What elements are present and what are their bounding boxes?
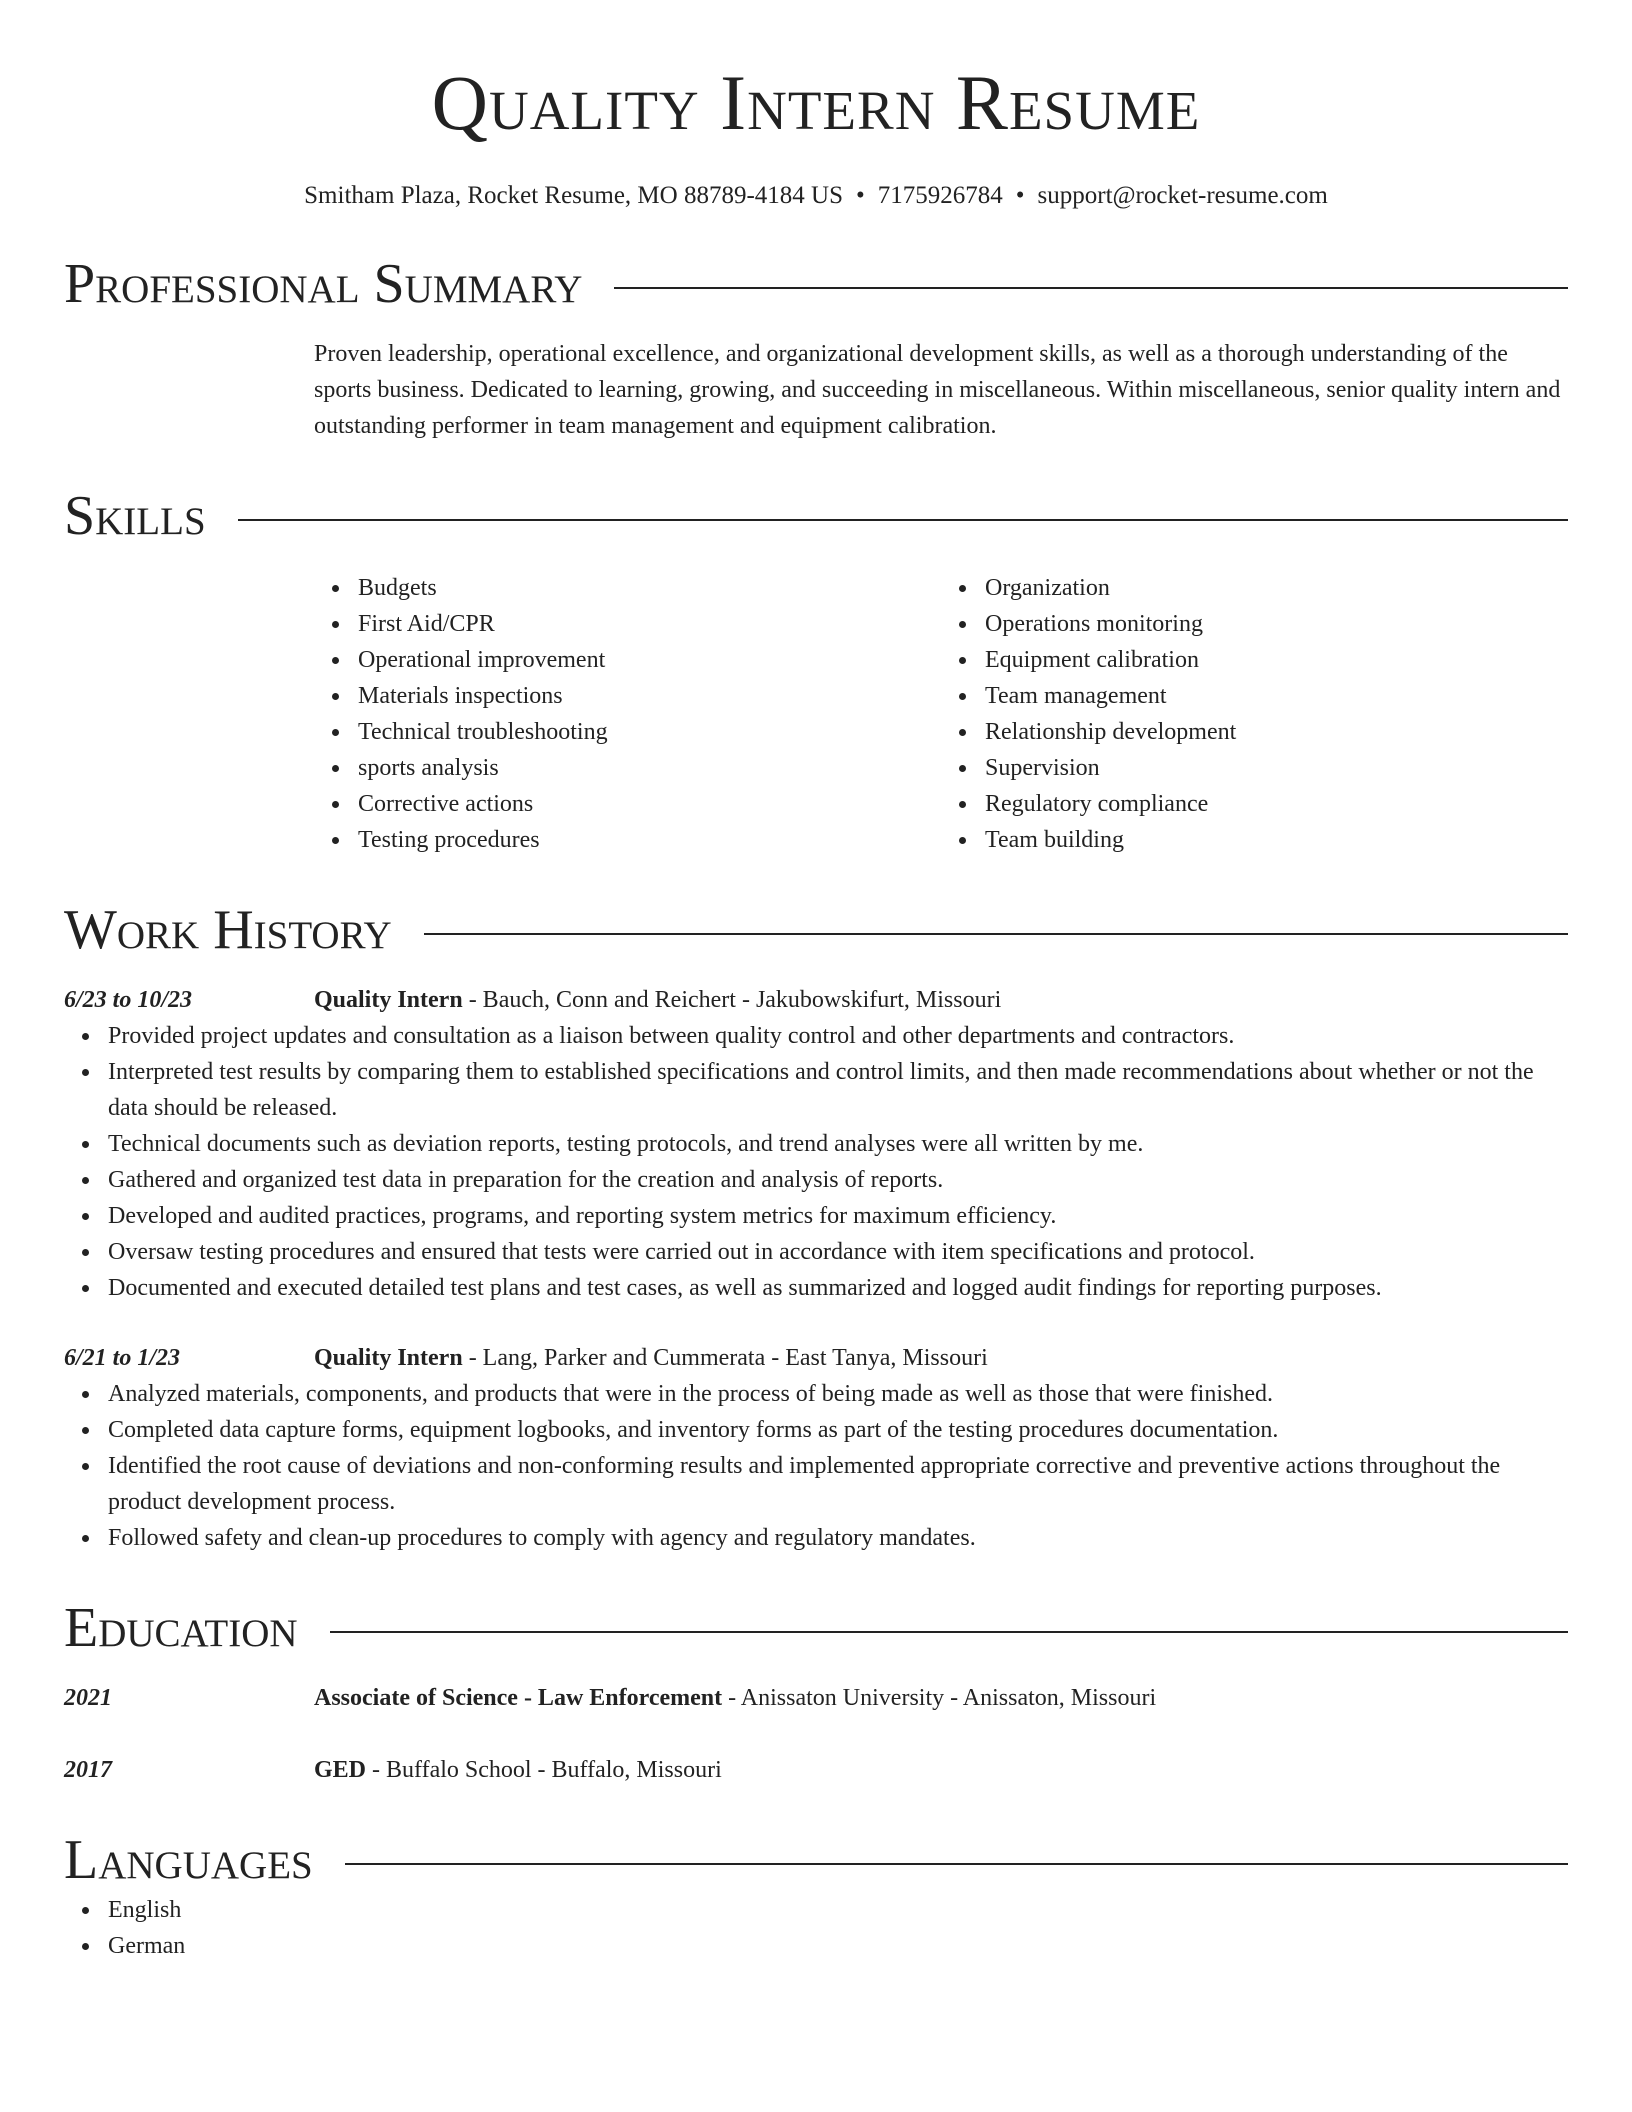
job-duty: Identified the root cause of deviations and non-conforming results and implemented appropriate corrective and preventive actions throughout the product development process. <box>108 1448 1568 1520</box>
job-duty: Technical documents such as deviation reports, testing protocols, and trend analyses were all written by me. <box>108 1126 1568 1162</box>
education-school: - Anissaton University - Anissaton, Missouri <box>722 1685 1157 1711</box>
job-duty: Analyzed materials, components, and products that were in the process of being made as well as those that were finished. <box>108 1376 1568 1412</box>
job-date: 6/23 to 10/23 <box>64 987 193 1013</box>
skill-item: Technical troubleshooting <box>358 714 941 750</box>
job-duties-list <box>64 1376 1568 1556</box>
job-duty: Followed safety and clean-up procedures to comply with agency and regulatory mandates. <box>108 1520 1568 1556</box>
languages-section-header <box>64 1828 1568 1892</box>
skill-item: Operational improvement <box>358 642 941 678</box>
education-entry <box>64 1680 1568 1716</box>
education-heading: Education <box>64 1597 298 1659</box>
skills-list-left <box>314 570 941 858</box>
skill-item: Equipment calibration <box>985 642 1568 678</box>
education-year: 2017 <box>64 1757 112 1783</box>
job-duty: Interpreted test results by comparing them to established specifications and control limits, and then made recommendations about whether or not the data should be released. <box>108 1054 1568 1126</box>
section-divider <box>424 933 1568 935</box>
skill-item: Materials inspections <box>358 678 941 714</box>
job-duties-list <box>64 1018 1568 1306</box>
languages-heading: Languages <box>64 1829 313 1891</box>
skills-grid <box>314 570 1568 858</box>
section-divider <box>238 519 1568 521</box>
skill-item: sports analysis <box>358 750 941 786</box>
contact-line <box>64 180 1568 212</box>
job-employer: - Bauch, Conn and Reichert - Jakubowskifurt, Missouri <box>462 987 1002 1013</box>
job-title: Quality Intern <box>314 987 463 1013</box>
education-degree: Associate of Science - Law Enforcement <box>314 1685 723 1711</box>
education-section-header <box>64 1596 1568 1660</box>
contact-separator: • <box>1015 182 1025 209</box>
skill-item: Operations monitoring <box>985 606 1568 642</box>
job-duty: Documented and executed detailed test plans and test cases, as well as summarized and logged audit findings for reporting purposes. <box>108 1270 1568 1306</box>
language-item: English <box>108 1892 1568 1928</box>
section-divider <box>614 287 1568 289</box>
skill-item: Regulatory compliance <box>985 786 1568 822</box>
education-degree: GED <box>314 1757 367 1783</box>
skill-item: Budgets <box>358 570 941 606</box>
job-duty: Gathered and organized test data in preparation for the creation and analysis of reports. <box>108 1162 1568 1198</box>
section-divider <box>330 1631 1568 1633</box>
skill-item: Relationship development <box>985 714 1568 750</box>
contact-phone: 7175926784 <box>877 182 1003 209</box>
job-date: 6/21 to 1/23 <box>64 1345 181 1371</box>
job-duty: Oversaw testing procedures and ensured that tests were carried out in accordance with item specifications and protocol. <box>108 1234 1568 1270</box>
languages-list <box>64 1892 1568 1964</box>
skill-item: Corrective actions <box>358 786 941 822</box>
job-duty: Completed data capture forms, equipment logbooks, and inventory forms as part of the testing procedures documentation. <box>108 1412 1568 1448</box>
job-duty: Developed and audited practices, programs, and reporting system metrics for maximum efficiency. <box>108 1198 1568 1234</box>
summary-text: Proven leadership, operational excellence, and organizational development skills, as well as a thorough understanding of the sports business. Dedicated to learning, growing, and succeeding in miscellaneous. Within miscellaneous, senior quality intern and outstanding performer in team management and equipment calibration. <box>314 341 1561 439</box>
contact-email[interactable]: support@rocket-resume.com <box>1037 182 1328 209</box>
skills-section-header <box>64 484 1568 548</box>
skills-list-right <box>941 570 1568 858</box>
job-title: Quality Intern <box>314 1345 463 1371</box>
skill-item: Supervision <box>985 750 1568 786</box>
job-entry <box>64 982 1568 1018</box>
summary-section-header <box>64 252 1568 316</box>
section-divider <box>345 1863 1568 1865</box>
contact-separator: • <box>856 182 865 209</box>
summary-heading: Professional Summary <box>64 253 583 315</box>
language-item: German <box>108 1928 1568 1964</box>
contact-address: Smitham Plaza, Rocket Resume, MO 88789-4184 US <box>304 182 843 209</box>
work-section-header <box>64 898 1568 962</box>
job-role <box>314 1340 988 1376</box>
skills-heading: Skills <box>64 485 206 547</box>
job-role <box>314 982 1001 1018</box>
skill-item: Team building <box>985 822 1568 858</box>
skill-item: Team management <box>985 678 1568 714</box>
education-year: 2021 <box>64 1685 112 1711</box>
skill-item: Organization <box>985 570 1568 606</box>
education-entry <box>64 1752 1568 1788</box>
job-entry <box>64 1340 1568 1376</box>
education-detail <box>314 1752 722 1788</box>
job-employer: - Lang, Parker and Cummerata - East Tanya, Missouri <box>462 1345 988 1371</box>
education-detail <box>314 1680 1156 1716</box>
resume-title: Quality Intern Resume <box>431 59 1201 146</box>
skill-item: First Aid/CPR <box>358 606 941 642</box>
skill-item: Testing procedures <box>358 822 941 858</box>
education-school: - Buffalo School - Buffalo, Missouri <box>366 1757 722 1783</box>
job-duty: Provided project updates and consultation as a liaison between quality control and other departments and contractors. <box>108 1018 1568 1054</box>
work-heading: Work History <box>64 899 392 961</box>
